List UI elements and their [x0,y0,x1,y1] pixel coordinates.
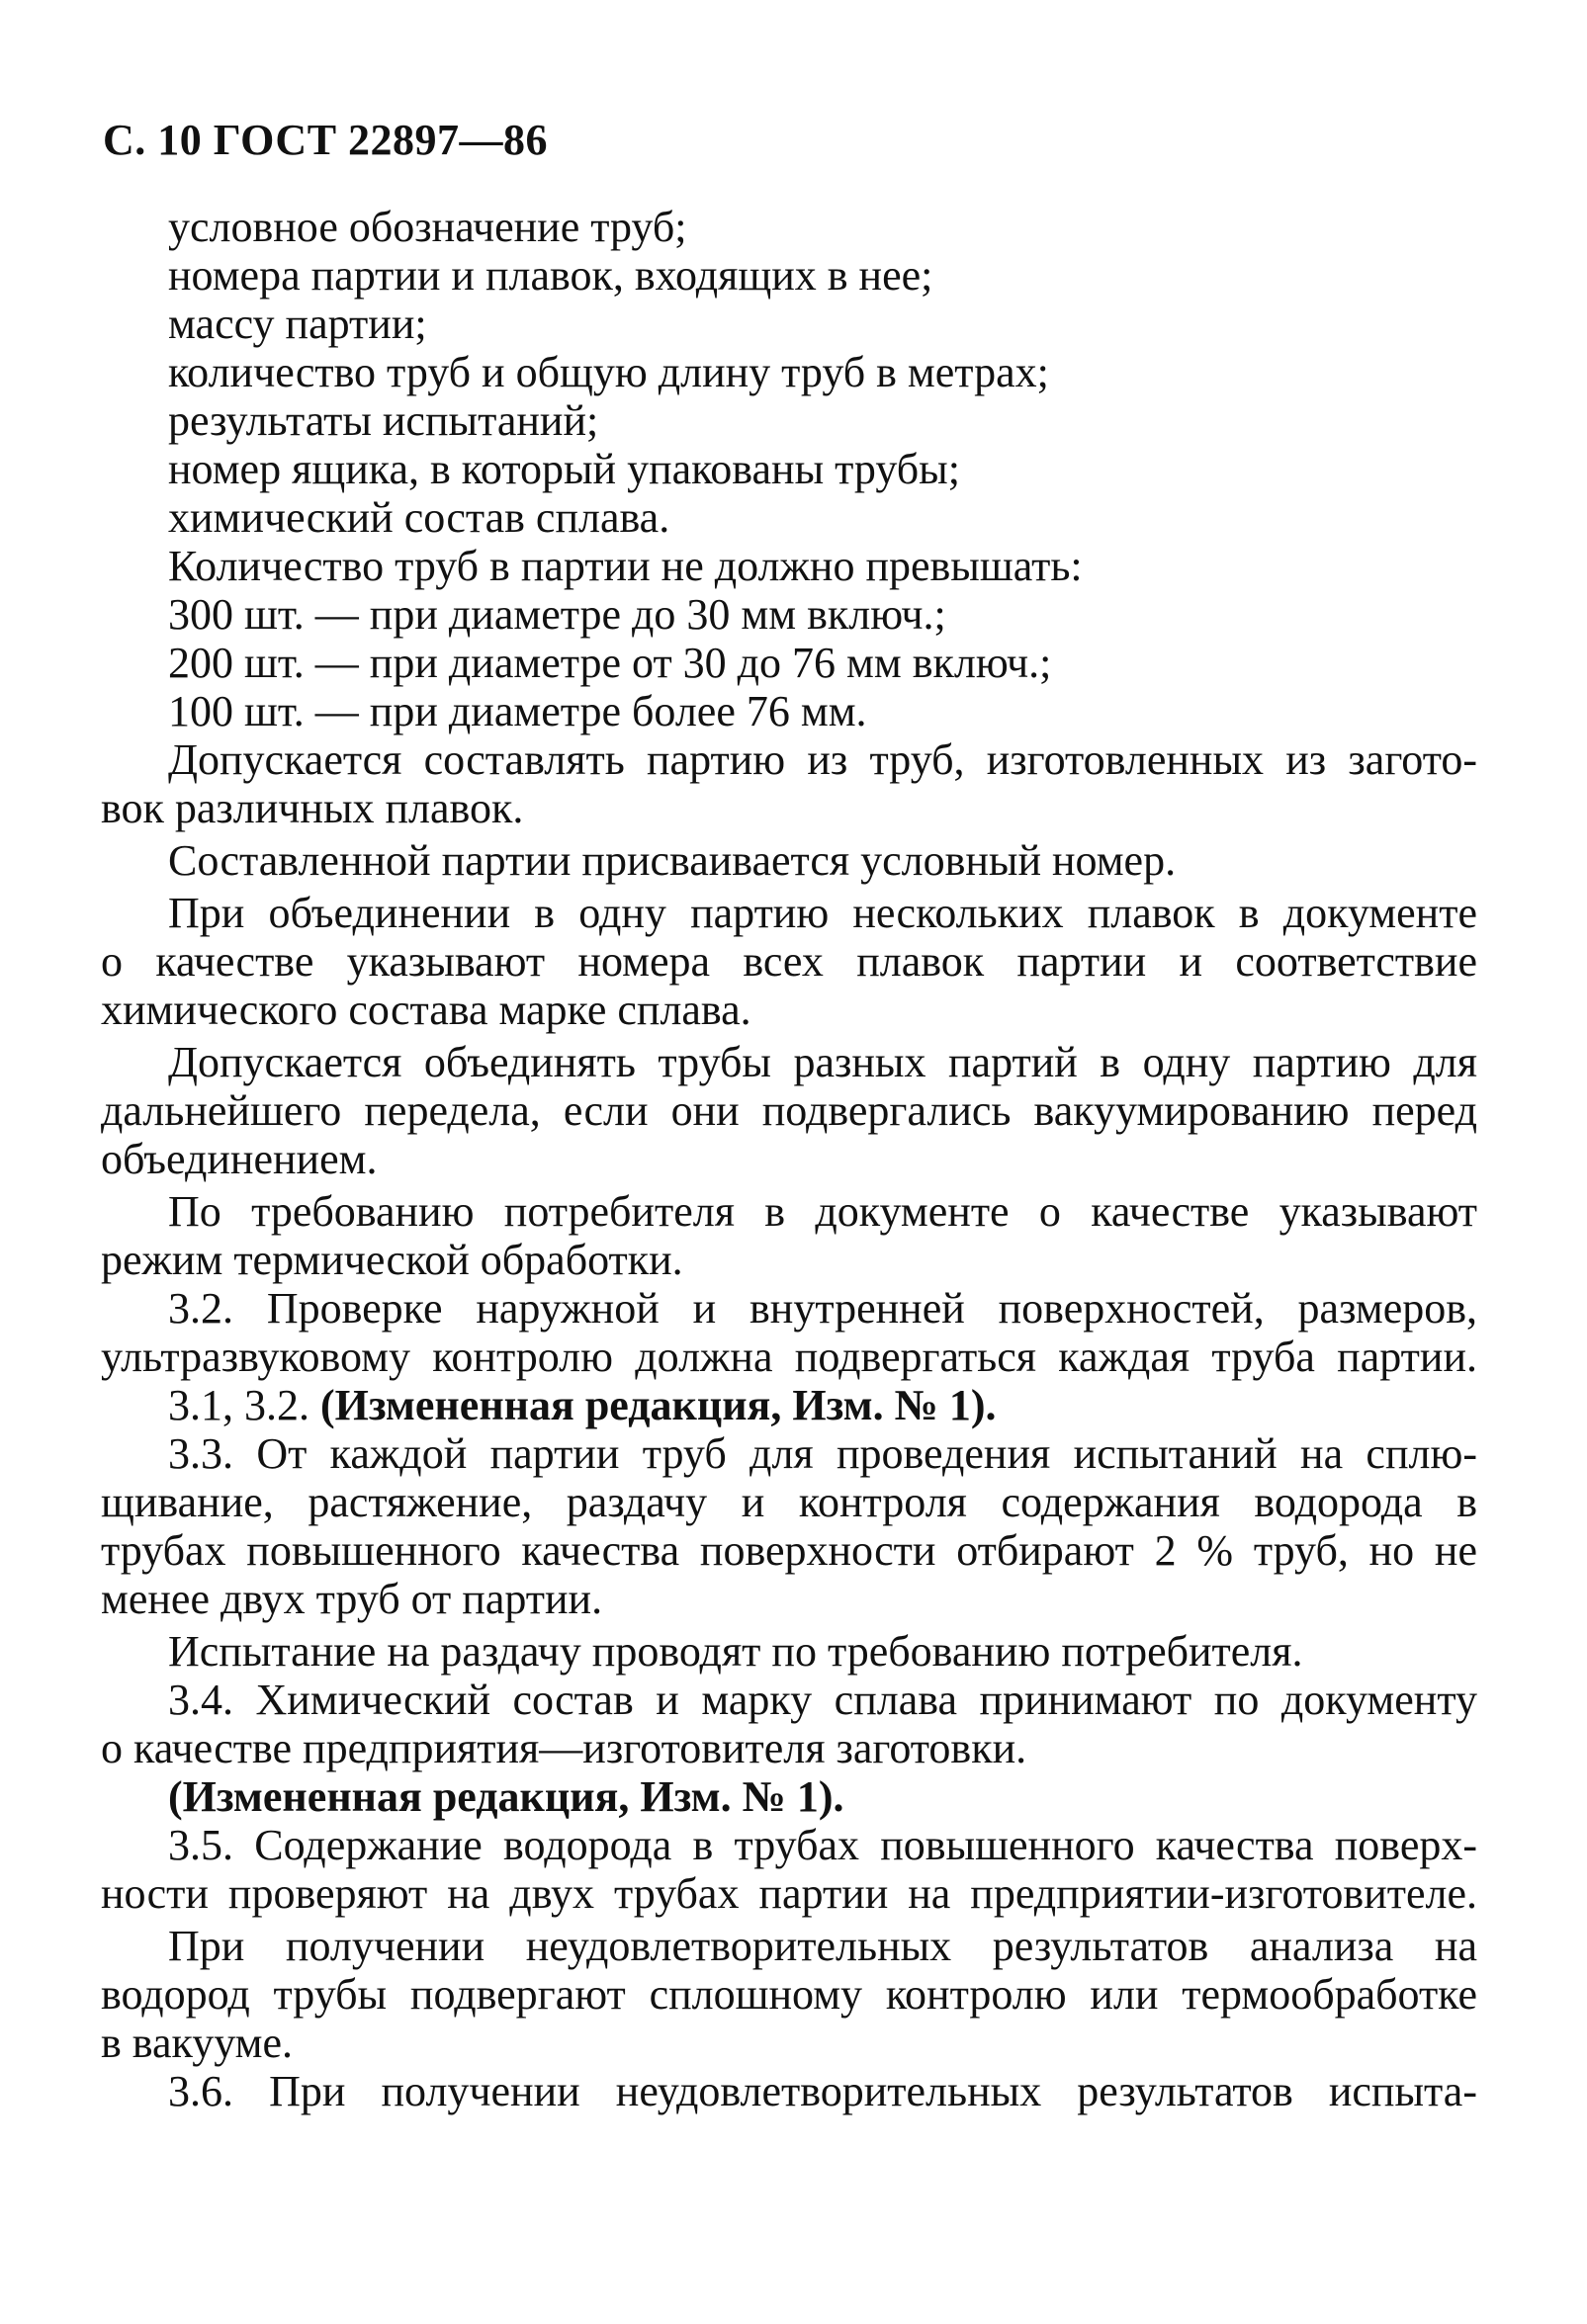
text-line: номера партии и плавок, входящих в нее; [168,251,933,300]
text-line: о качестве предприятия—изготовителя заготовки. [101,1724,1027,1772]
amendment-note: (Измененная редакция, Изм. № 1). [168,1772,844,1821]
text-line: результаты испытаний; [168,396,599,445]
text-line: количество труб и общую длину труб в метрах; [168,348,1049,396]
section-ref: 3.1, 3.2. [168,1381,320,1429]
text-line: 300 шт. — при диаметре до 30 мм включ.; [168,590,946,639]
text-line: 100 шт. — при диаметре более 76 мм. [168,687,867,735]
text-line: При объединении в одну партию нескольких плавок в документе [168,889,1477,937]
text-line: дальнейшего передела, если они подвергались вакуумированию перед [101,1086,1477,1135]
page-header: С. 10 ГОСТ 22897—86 [103,116,549,164]
amendment-line [101,1381,1477,1429]
text-line: По требованию потребителя в документе о качестве указывают [168,1187,1477,1236]
text-line: водород трубы подвергают сплошному контролю или термообработке [101,1970,1477,2019]
text-line: Испытание на раздачу проводят по требованию потребителя. [168,1627,1303,1676]
text-line: химический состав сплава. [168,493,670,542]
amendment-note: (Измененная редакция, Изм. № 1). [320,1381,997,1429]
text-line: Допускается объединять трубы разных партий в одну партию для [168,1038,1477,1086]
text-line: 3.2. Проверке наружной и внутренней поверхностей, размеров, [168,1284,1477,1333]
text-line: 200 шт. — при диаметре от 30 до 76 мм включ.; [168,639,1052,687]
text-line: щивание, растяжение, раздачу и контроля содержания водорода в [101,1478,1477,1526]
text-line: объединением. [101,1135,378,1183]
text-line: о качестве указывают номера всех плавок партии и соответствие [101,937,1477,986]
text-line: 3.3. От каждой партии труб для проведения испытаний на сплю- [168,1429,1477,1478]
text-line: трубах повышенного качества поверхности отбирают 2 % труб, но не [101,1526,1477,1575]
text-line: менее двух труб от партии. [101,1575,603,1623]
text-line: номер ящика, в который упакованы трубы; [168,445,960,493]
text-line: Допускается составлять партию из труб, изготовленных из загото- [168,735,1477,784]
text-line: массу партии; [168,300,427,348]
text-line: вок различных плавок. [101,784,524,832]
text-line: режим термической обработки. [101,1236,683,1284]
text-line: 3.4. Химический состав и марку сплава принимают по документу [168,1676,1477,1724]
text-line: 3.5. Содержание водорода в трубах повышенного качества поверх- [168,1821,1477,1869]
text-line: Составленной партии присваивается условный номер. [168,836,1177,885]
text-line: условное обозначение труб; [168,203,687,251]
text-line: ультразвуковому контролю должна подвергаться каждая труба партии. [101,1333,1477,1381]
text-line: ности проверяют на двух трубах партии на предприятии-изготовителе. [101,1869,1477,1918]
text-line: При получении неудовлетворительных результатов анализа на [168,1922,1477,1970]
text-line: химического состава марке сплава. [101,986,751,1034]
text-line: 3.6. При получении неудовлетворительных результатов испыта- [168,2067,1477,2115]
text-line: в вакууме. [101,2019,294,2067]
document-body [101,203,1477,2115]
text-line: Количество труб в партии не должно превышать: [168,542,1083,590]
